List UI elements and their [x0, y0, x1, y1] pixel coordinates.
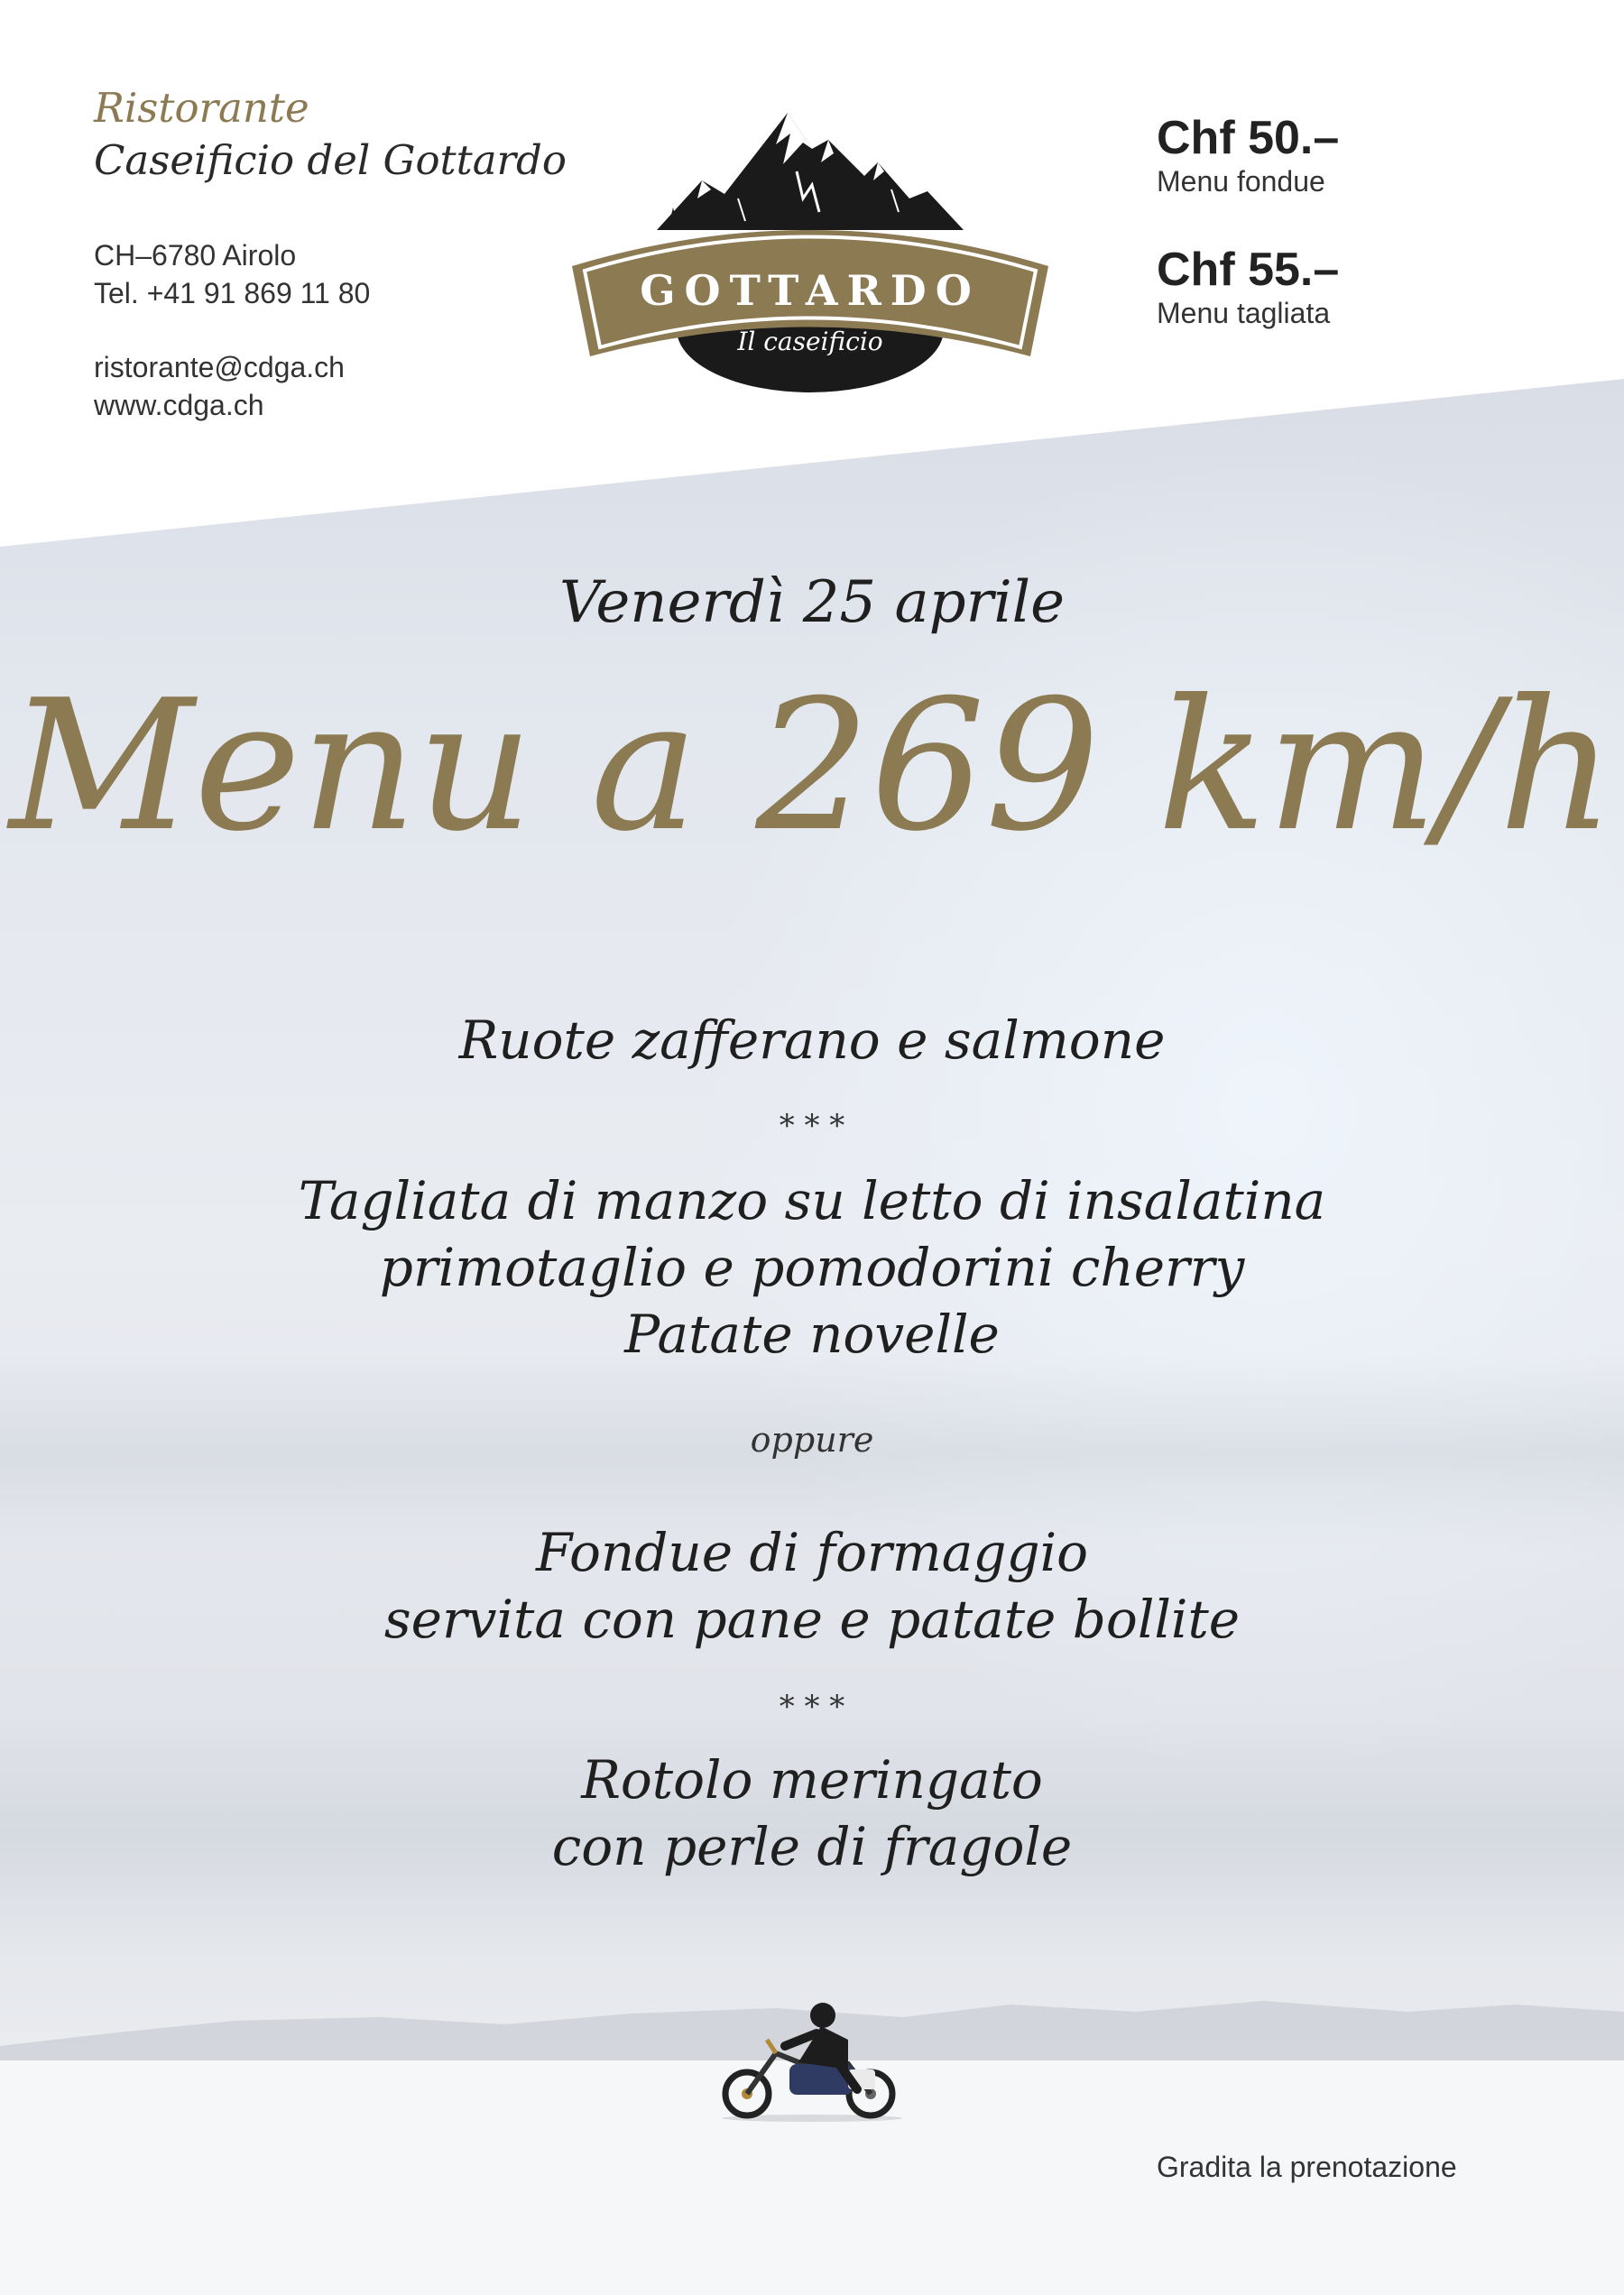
course-2-alt-line: Fondue di formaggio	[535, 1522, 1089, 1583]
menu-title: Menu a 269 km/h	[9, 661, 1615, 871]
restaurant-name-block	[94, 83, 567, 188]
gottardo-logo	[567, 108, 1054, 406]
separator: * * *	[779, 1689, 845, 1725]
course-2-line: Tagliata di manzo su letto di insalatina	[298, 1170, 1326, 1231]
address-block	[94, 236, 370, 312]
prices-block	[1157, 112, 1339, 330]
address: CH–6780 Airolo	[94, 239, 297, 272]
course-2	[0, 1167, 1624, 1368]
price-label: Menu tagliata	[1157, 297, 1331, 329]
price-value: Chf 50.–	[1157, 112, 1340, 164]
mountain-icon	[657, 113, 964, 230]
price-item-tagliata	[1157, 244, 1339, 330]
email[interactable]: ristorante@cdga.ch	[94, 351, 345, 383]
course-2-alt-line: servita con pane e patate bollite	[383, 1589, 1241, 1650]
web-block	[94, 348, 345, 424]
motorcycle-rider-image	[713, 1999, 911, 2125]
dessert-line: Rotolo meringato	[581, 1749, 1043, 1811]
price-item-fondue	[1157, 112, 1339, 198]
phone: Tel. +41 91 869 11 80	[94, 277, 371, 309]
or-label: oppure	[750, 1420, 874, 1460]
menu-date: Venerdì 25 aprile	[559, 569, 1065, 636]
dessert	[0, 1747, 1624, 1880]
dessert-line: con perle di fragole	[551, 1816, 1073, 1877]
price-label: Menu fondue	[1157, 165, 1325, 198]
restaurant-name: Caseificio del Gottardo	[94, 136, 567, 184]
course-2-alt	[0, 1519, 1624, 1653]
logo-brand-text: GOTTARDO	[640, 266, 981, 315]
price-value: Chf 55.–	[1157, 244, 1340, 296]
reservation-note: Gradita la prenotazione	[1157, 2151, 1457, 2183]
website[interactable]: www.cdga.ch	[94, 389, 264, 421]
course-2-line: Patate novelle	[624, 1304, 1000, 1365]
separator: * * *	[779, 1108, 845, 1144]
logo-subtitle-text: Il caseificio	[737, 327, 883, 356]
course-1: Ruote zafferano e salmone	[458, 1009, 1166, 1071]
course-2-line: primotaglio e pomodorini cherry	[379, 1237, 1245, 1298]
ristorante-label: Ristorante	[94, 84, 309, 132]
